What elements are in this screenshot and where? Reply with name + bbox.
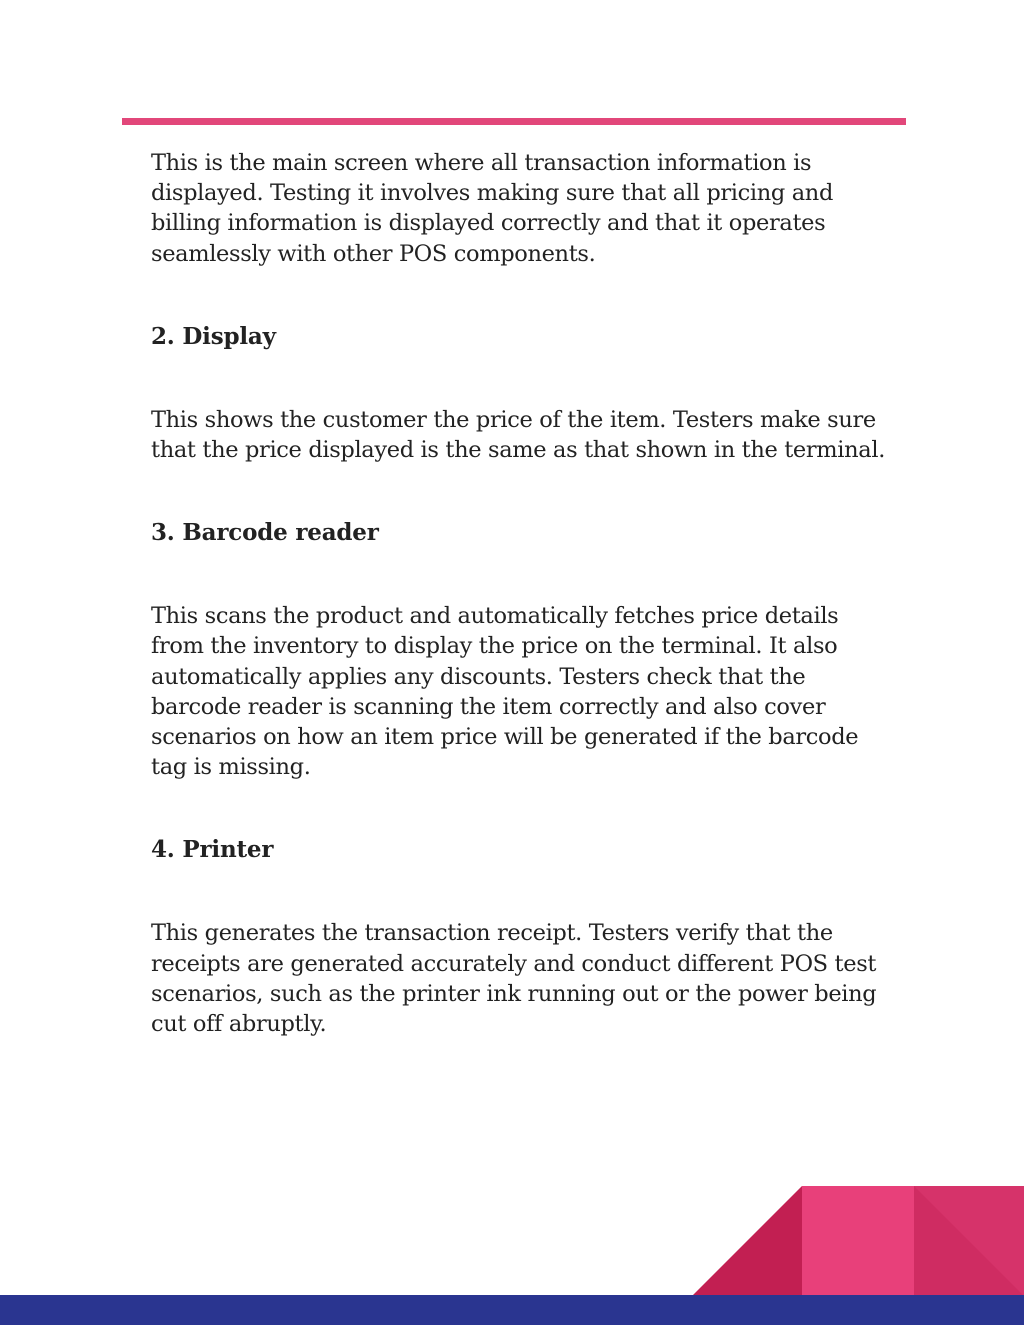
section-heading-display: 2. Display [151,322,276,350]
footer-bar [0,1295,1024,1325]
intro-paragraph: This is the main screen where all transaction information is displayed. Testing it involves making sure that all pricing and billing information is displayed correctly and that it operates seamlessly with other POS components. [151,150,833,267]
footer-block-mid [802,1186,914,1296]
section-heading-barcode-reader: 3. Barcode reader [151,519,379,547]
footer-triangle-dark [692,1186,802,1296]
section-body-barcode-reader: This scans the product and automatically fetches price details from the inventory to display the price on the terminal. It also automatically applies any discounts. Testers check that the barcode reader is scanning the item correctly and also cover scenarios on how an item price will be generated if the barcode tag is missing. [151,603,859,781]
section-heading-printer: 4. Printer [151,836,274,864]
section-body-printer: This generates the transaction receipt. Testers verify that the receipts are generated accurately and conduct different POS test scenarios, such as the printer ink running out or the power being cut off abruptly. [151,920,877,1038]
section-body-display: This shows the customer the price of the item. Testers make sure that the price displayed is the same as that shown in the terminal. [151,406,885,464]
